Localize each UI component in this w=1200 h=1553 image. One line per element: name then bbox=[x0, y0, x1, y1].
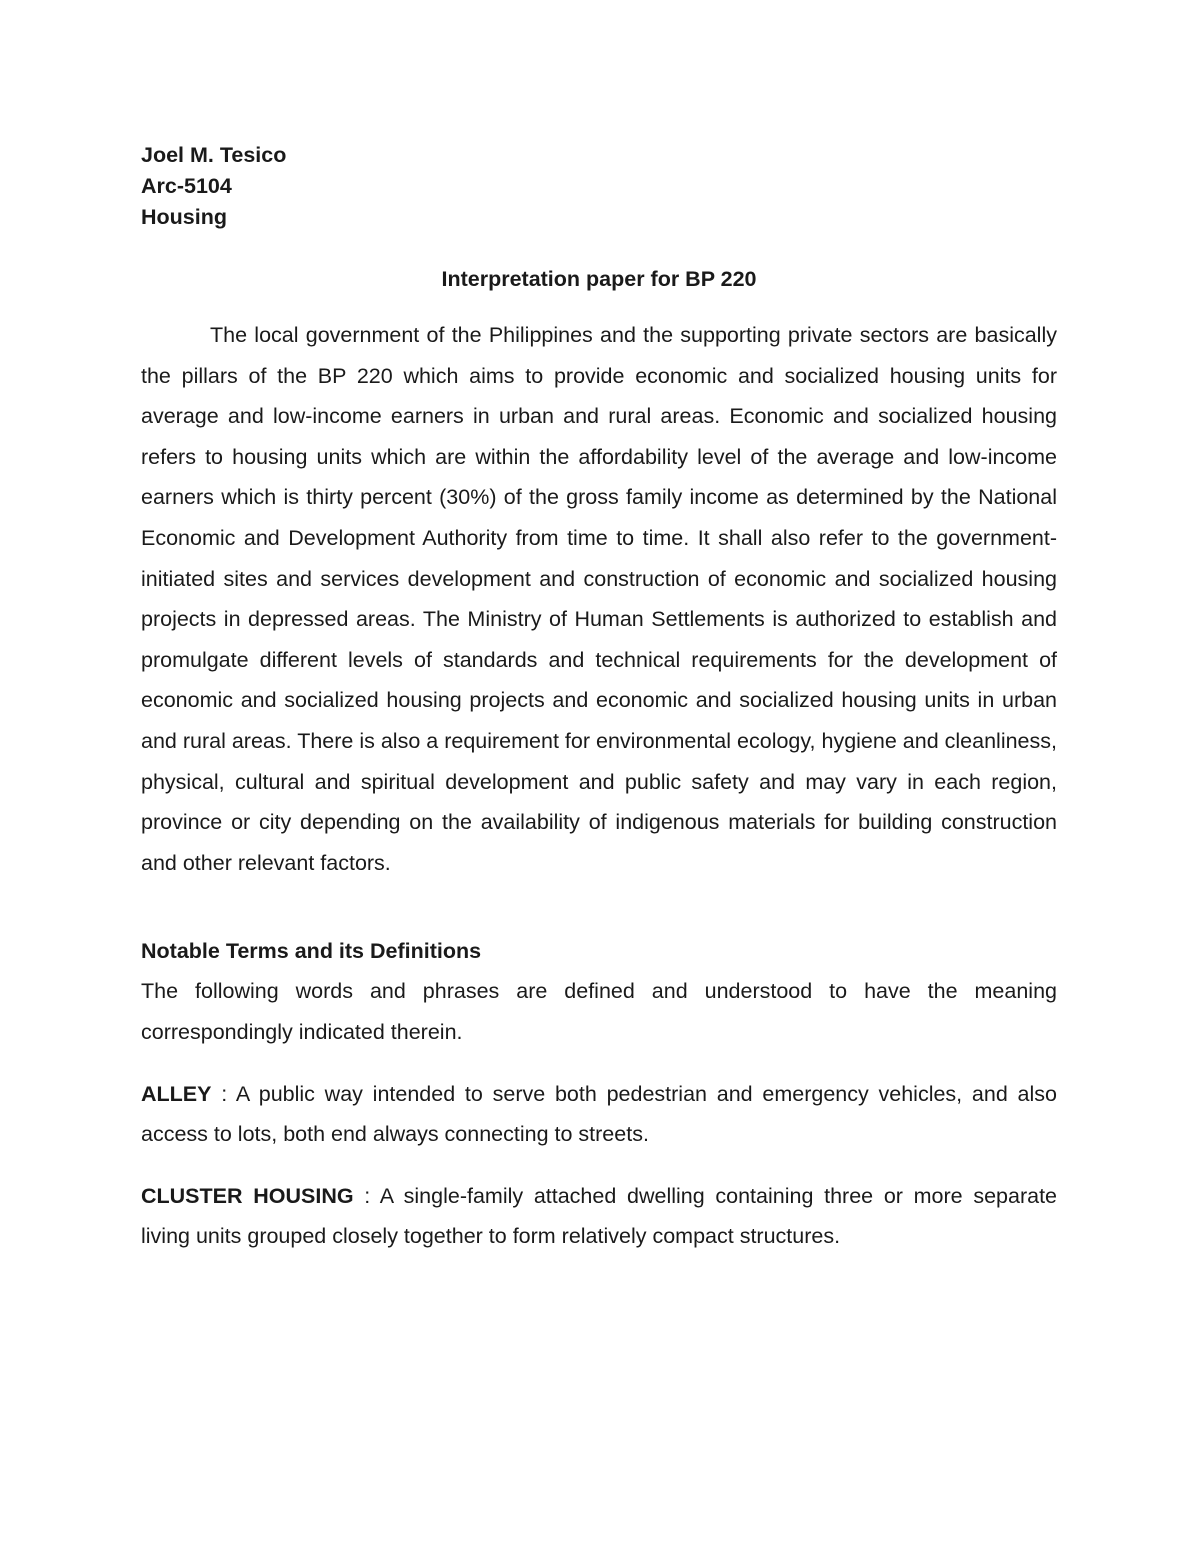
course-code: Arc-5104 bbox=[141, 174, 232, 198]
paper-title: Interpretation paper for BP 220 bbox=[441, 267, 757, 291]
body-paragraph: The local government of the Philippines and the supporting private sectors are basically the pillars of the BP 220 which aims to provide economic and socialized housing units for average and low-income earners in urban and rural areas. Economic and socialized housing refers to housing units which are within the affordability level of the average and low-income earners which is thirty percent (30%) of the gross family income as determined by the National Economic and Development Authority from time to time. It shall also refer to the government-initiated sites and services development and construction of economic and socialized housing projects in depressed areas. The Ministry of Human Settlements is authorized to establish and promulgate different levels of standards and technical requirements for the development of economic and socialized housing projects and economic and socialized housing units in urban and rural areas. There is also a requirement for environmental ecology, hygiene and cleanliness, physical, cultural and spiritual development and public safety and may vary in each region, province or city depending on the availability of indigenous materials for building construction and other relevant factors. bbox=[141, 323, 1057, 875]
definition-text: A public way intended to serve both pedestrian and emergency vehicles, and also access to lots, both end always connecting to streets. bbox=[141, 1081, 1058, 1147]
terms-section-heading: Notable Terms and its Definitions bbox=[141, 939, 482, 964]
definition-cluster-housing bbox=[141, 1176, 1057, 1257]
definition-term: CLUSTER HOUSING bbox=[141, 1183, 354, 1208]
subject-name: Housing bbox=[141, 205, 227, 229]
definition-separator: : bbox=[353, 1183, 380, 1208]
definition-separator: : bbox=[211, 1081, 236, 1106]
author-name: Joel M. Tesico bbox=[141, 143, 287, 167]
definition-alley bbox=[141, 1074, 1057, 1155]
document-content bbox=[141, 140, 1057, 1257]
definition-text: A single-family attached dwelling containing three or more separate living units grouped closely together to form relatively compact structures. bbox=[141, 1183, 1058, 1249]
definition-term: ALLEY bbox=[141, 1081, 212, 1106]
terms-section-intro: The following words and phrases are defined and understood to have the meaning correspondingly indicated therein. bbox=[141, 979, 1057, 1044]
